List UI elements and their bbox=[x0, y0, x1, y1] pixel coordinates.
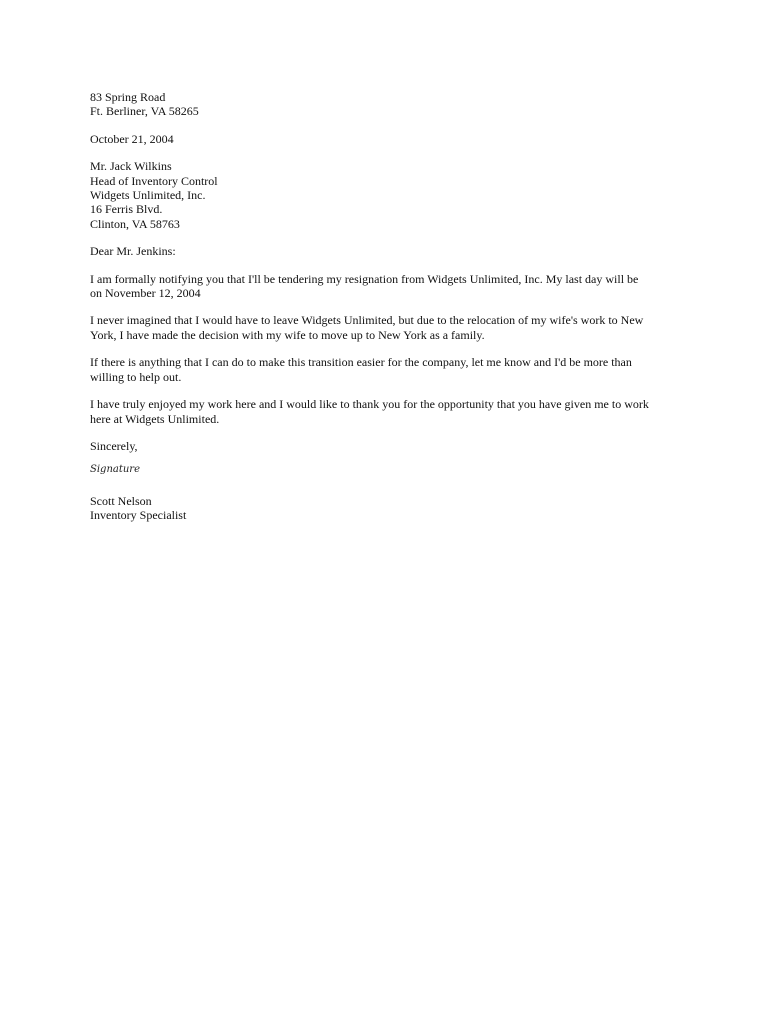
paragraph-line: I am formally notifying you that I'll be tendering my resignation from Widgets Unlimited, Inc. My last day will be bbox=[90, 271, 639, 286]
letter-date bbox=[90, 132, 690, 146]
recipient-city: Clinton, VA 58763 bbox=[90, 216, 180, 231]
signer-block bbox=[90, 494, 690, 523]
sender-city: Ft. Berliner, VA 58265 bbox=[90, 104, 199, 119]
date-text: October 21, 2004 bbox=[90, 131, 174, 146]
salutation-text: Dear Mr. Jenkins: bbox=[90, 244, 176, 259]
salutation bbox=[90, 244, 690, 258]
recipient-name: Mr. Jack Wilkins bbox=[90, 159, 172, 174]
body-paragraph-4 bbox=[90, 397, 680, 426]
body-paragraph-2 bbox=[90, 313, 680, 342]
paragraph-line: willing to help out. bbox=[90, 369, 182, 384]
closing bbox=[90, 439, 690, 453]
signer-title: Inventory Specialist bbox=[90, 508, 187, 523]
paragraph-line: If there is anything that I can do to make this transition easier for the company, let me know and I'd be more than bbox=[90, 355, 632, 370]
signer-name: Scott Nelson bbox=[90, 493, 152, 508]
paragraph-line: I never imagined that I would have to leave Widgets Unlimited, but due to the relocation of my wife's work to New bbox=[90, 313, 644, 328]
paragraph-line: on November 12, 2004 bbox=[90, 286, 201, 301]
body-paragraph-3 bbox=[90, 355, 680, 384]
sender-street: 83 Spring Road bbox=[90, 90, 166, 104]
letter-page bbox=[90, 90, 690, 536]
sender-address bbox=[90, 90, 690, 119]
signature: Signature bbox=[90, 464, 141, 476]
recipient-street: 16 Ferris Blvd. bbox=[90, 202, 163, 217]
paragraph-line: I have truly enjoyed my work here and I would like to thank you for the opportunity that you have given me to work bbox=[90, 397, 649, 412]
paragraph-line: here at Widgets Unlimited. bbox=[90, 411, 220, 426]
recipient-company: Widgets Unlimited, Inc. bbox=[90, 188, 206, 203]
paragraph-line: York, I have made the decision with my wife to move up to New York as a family. bbox=[90, 327, 485, 342]
recipient-address bbox=[90, 159, 690, 231]
closing-text: Sincerely, bbox=[90, 438, 138, 453]
body-paragraph-1 bbox=[90, 272, 680, 301]
recipient-title: Head of Inventory Control bbox=[90, 173, 218, 188]
